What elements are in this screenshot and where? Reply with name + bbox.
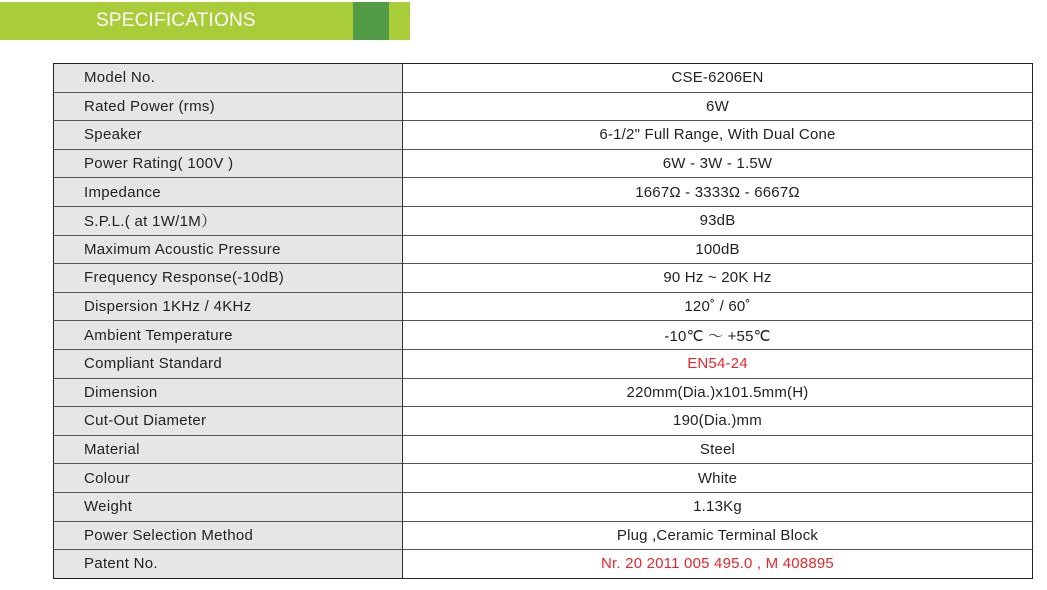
spec-value: 6W [403,92,1033,121]
spec-label: Cut-Out Diameter [54,407,403,436]
spec-label: Material [54,435,403,464]
table-row [54,178,1033,207]
table-row [54,264,1033,293]
table-row [54,292,1033,321]
table-row [54,149,1033,178]
header-accent-block [353,2,389,40]
spec-value: 220mm(Dia.)x101.5mm(H) [403,378,1033,407]
spec-value: 1667Ω - 3333Ω - 6667Ω [403,178,1033,207]
spec-value: 1.13Kg [403,492,1033,521]
table-row [54,235,1033,264]
specifications-table [53,63,1033,579]
spec-value: -10℃ ～ +55℃ [403,321,1033,350]
spec-value: CSE-6206EN [403,64,1033,93]
spec-value: White [403,464,1033,493]
spec-label: Impedance [54,178,403,207]
spec-label: Ambient Temperature [54,321,403,350]
spec-label: Compliant Standard [54,349,403,378]
spec-value: Plug ,Ceramic Terminal Block [403,521,1033,550]
spec-label: Rated Power (rms) [54,92,403,121]
table-row [54,407,1033,436]
spec-label: Speaker [54,121,403,150]
specifications-header [0,2,410,40]
table-row [54,321,1033,350]
spec-value: 93dB [403,206,1033,235]
spec-value: 90 Hz ~ 20K Hz [403,264,1033,293]
spec-label: Colour [54,464,403,493]
patent-number-value: Nr. 20 2011 005 495.0 , M 408895 [403,550,1033,579]
spec-label: Model No. [54,64,403,93]
table-row [54,349,1033,378]
table-row [54,64,1033,93]
spec-value: 190(Dia.)mm [403,407,1033,436]
spec-label: S.P.L.( at 1W/1M） [54,206,403,235]
spec-label: Patent No. [54,550,403,579]
spec-label: Dispersion 1KHz / 4KHz [54,292,403,321]
spec-label: Frequency Response(-10dB) [54,264,403,293]
spec-label: Power Selection Method [54,521,403,550]
spec-label: Maximum Acoustic Pressure [54,235,403,264]
spec-value: 6W - 3W - 1.5W [403,149,1033,178]
spec-value: 6-1/2" Full Range, With Dual Cone [403,121,1033,150]
table-row [54,464,1033,493]
spec-value: Steel [403,435,1033,464]
spec-label: Weight [54,492,403,521]
table-row [54,206,1033,235]
spec-label: Dimension [54,378,403,407]
table-row [54,378,1033,407]
spec-label: Power Rating( 100V ) [54,149,403,178]
table-row [54,550,1033,579]
table-row [54,121,1033,150]
compliance-standard-value: EN54-24 [403,349,1033,378]
table-row [54,92,1033,121]
spec-value: 100dB [403,235,1033,264]
section-title: SPECIFICATIONS [96,10,256,31]
table-row [54,521,1033,550]
table-row [54,492,1033,521]
spec-value: 120˚ / 60˚ [403,292,1033,321]
table-row [54,435,1033,464]
